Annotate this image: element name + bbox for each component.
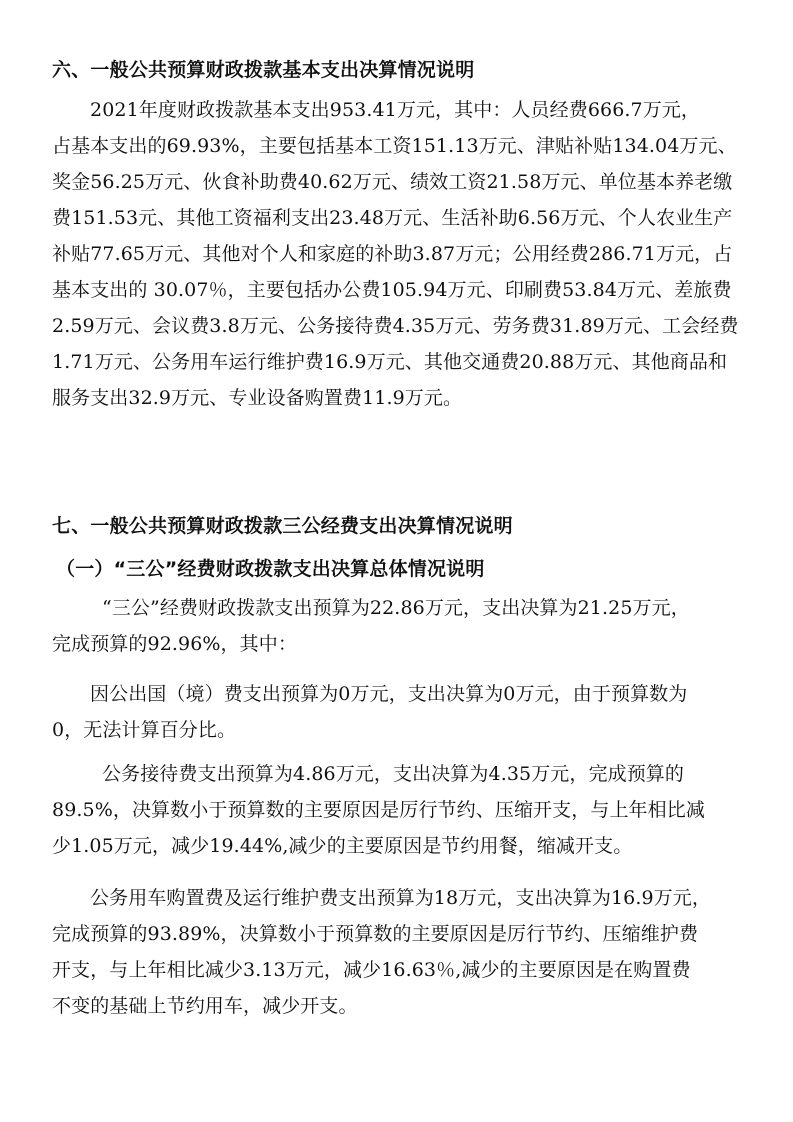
- three-public-overview-paragraph: [52, 590, 752, 662]
- paragraph-line: 占基本支出的69.93%，主要包括基本工资151.13万元、津贴补贴134.04万元、: [52, 135, 737, 157]
- paragraph-line: 开支，与上年相比减少3.13万元，减少16.63％,减少的主要原因是在购置费: [52, 959, 691, 981]
- paragraph-line: 费151.53元、其他工资福利支出23.48万元、生活补助6.56万元、个人农业生产: [52, 207, 733, 229]
- section-6-heading: 六、一般公共预算财政拨款基本支出决算情况说明: [52, 59, 475, 81]
- paragraph-line: 因公出国（境）费支出预算为0万元，支出决算为0万元，由于预算数为: [90, 683, 688, 705]
- section-7-subheading: （一）“三公”经费财政拨款支出决算总体情况说明: [56, 558, 485, 580]
- paragraph-line: 奖金56.25万元、伙食补助费40.62万元、绩效工资21.58万元、单位基本养老缴: [52, 171, 733, 193]
- paragraph-line: 2021年度财政拨款基本支出953.41万元，其中：人员经费666.7万元，: [90, 99, 701, 121]
- paragraph-line: 公务用车购置费及运行维护费支出预算为18万元，支出决算为16.9万元，: [90, 887, 711, 909]
- paragraph-line: 1.71万元、公务用车运行维护费16.9万元、其他交通费20.88万元、其他商品和: [52, 351, 728, 373]
- section-6-paragraph: [52, 92, 752, 416]
- abroad-expense-paragraph: [52, 676, 752, 748]
- paragraph-line: 不变的基础上节约用车，减少开支。: [52, 995, 358, 1017]
- paragraph-line: 基本支出的 30.07％，主要包括办公费105.94万元、印刷费53.84万元、差旅费: [52, 279, 732, 301]
- reception-expense-paragraph: [52, 756, 752, 864]
- paragraph-line: 服务支出32.9万元、专业设备购置费11.9万元。: [52, 387, 463, 409]
- paragraph-line: 少1.05万元，减少19.44%,减少的主要原因是节约用餐，缩减开支。: [52, 835, 633, 857]
- paragraph-line: 完成预算的93.89%，决算数小于预算数的主要原因是厉行节约、压缩维护费: [52, 923, 699, 945]
- paragraph-line: 完成预算的92.96%，其中：: [52, 633, 297, 655]
- section-7-heading: 七、一般公共预算财政拨款三公经费支出决算情况说明: [52, 515, 513, 537]
- paragraph-line: 补贴77.65万元、其他对个人和家庭的补助3.87万元；公用经费286.71万元，占: [52, 243, 733, 265]
- vehicle-expense-paragraph: [52, 880, 752, 1024]
- paragraph-line: 公务接待费支出预算为4.86万元，支出决算为4.35万元，完成预算的: [102, 763, 685, 785]
- paragraph-line: “三公”经费财政拨款支出预算为22.86万元，支出决算为21.25万元，: [102, 597, 690, 619]
- paragraph-line: 0，无法计算百分比。: [52, 719, 237, 741]
- paragraph-line: 89.5%，决算数小于预算数的主要原因是厉行节约、压缩开支，与上年相比减: [52, 799, 705, 821]
- paragraph-line: 2.59万元、会议费3.8万元、公务接待费4.35万元、劳务费31.89万元、工会经费: [52, 315, 739, 337]
